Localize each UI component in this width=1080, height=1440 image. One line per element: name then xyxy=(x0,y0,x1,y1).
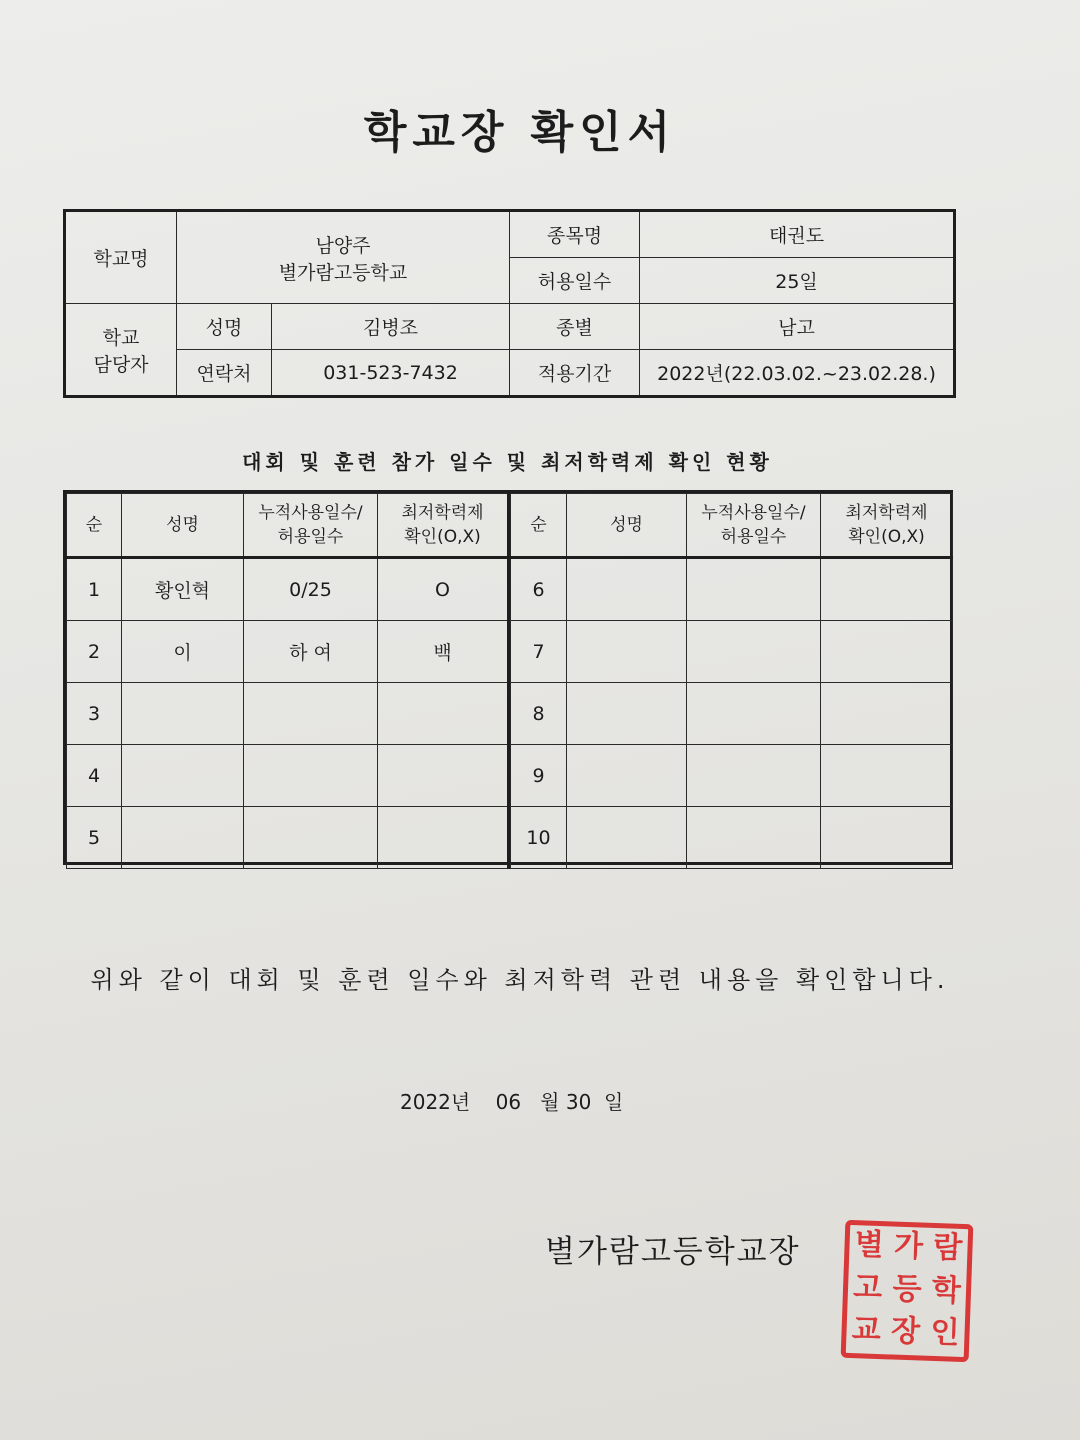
row-days: 하 여 xyxy=(244,621,378,683)
participation-table-right xyxy=(510,493,953,869)
table-row xyxy=(67,683,509,745)
row-name xyxy=(567,683,687,745)
seal-char: 교 xyxy=(851,1312,882,1349)
section-subtitle: 대회 및 훈련 참가 일수 및 최저학력제 확인 현황 xyxy=(242,450,773,474)
school-name-line2: 별가람고등학교 xyxy=(278,261,408,284)
row-name xyxy=(567,745,687,807)
seal-char: 등 xyxy=(891,1271,923,1308)
row-days xyxy=(687,558,821,621)
header-check-line1: 최저학력제 xyxy=(401,503,484,523)
table-row xyxy=(511,745,953,807)
row-days xyxy=(687,683,821,745)
header-check-line2: 확인(O,X) xyxy=(848,527,925,547)
table-row xyxy=(67,745,509,807)
sport-value: 태권도 xyxy=(640,211,955,258)
page-title: 학교장 확인서 xyxy=(363,107,677,158)
seal-char: 별 xyxy=(854,1227,885,1264)
row-no: 5 xyxy=(67,807,122,869)
row-check: O xyxy=(378,558,509,621)
header-days-line1: 누적사용일수/ xyxy=(701,503,806,523)
row-check xyxy=(821,558,953,621)
row-days: 0/25 xyxy=(244,558,378,621)
contact-label: 연락처 xyxy=(177,350,272,397)
row-name xyxy=(567,807,687,869)
header-name: 성명 xyxy=(122,494,244,558)
row-name xyxy=(567,621,687,683)
manager-name-label: 성명 xyxy=(177,304,272,350)
table-row xyxy=(511,683,953,745)
header-check xyxy=(821,494,953,558)
seal-char: 가 xyxy=(893,1228,924,1265)
official-seal-stamp xyxy=(841,1220,974,1362)
row-check xyxy=(378,807,509,869)
header-name: 성명 xyxy=(567,494,687,558)
row-check xyxy=(821,807,953,869)
row-no: 9 xyxy=(511,745,567,807)
school-info-table xyxy=(63,209,956,398)
header-no: 순 xyxy=(67,494,122,558)
row-days xyxy=(244,745,378,807)
table-row xyxy=(511,621,953,683)
seal-char: 학 xyxy=(931,1272,962,1309)
row-name: 이 xyxy=(122,621,244,683)
row-check xyxy=(821,745,953,807)
seal-char: 장 xyxy=(890,1313,921,1350)
row-name xyxy=(122,683,244,745)
table-row xyxy=(67,621,509,683)
row-name xyxy=(122,745,244,807)
row-no: 1 xyxy=(67,558,122,621)
row-check xyxy=(821,683,953,745)
table-row xyxy=(511,558,953,621)
row-days xyxy=(244,807,378,869)
row-no: 3 xyxy=(67,683,122,745)
school-name-line1: 남양주 xyxy=(315,234,371,257)
manager-label xyxy=(65,304,177,397)
row-days xyxy=(687,621,821,683)
confirmation-statement: 위와 같이 대회 및 훈련 일수와 최저학력 관련 내용을 확인합니다. xyxy=(90,966,950,994)
principal-signature-line: 별가람고등학교장 xyxy=(545,1234,801,1270)
seal-char: 람 xyxy=(932,1229,963,1266)
gender-label: 종별 xyxy=(510,304,640,350)
period-value: 2022년(22.03.02.~23.02.28.) xyxy=(640,350,955,397)
document-date: 2022년 06 월 30 일 xyxy=(400,1090,624,1114)
row-no: 8 xyxy=(511,683,567,745)
school-label: 학교명 xyxy=(65,211,177,304)
row-no: 10 xyxy=(511,807,567,869)
row-name xyxy=(567,558,687,621)
row-days xyxy=(244,683,378,745)
allowed-days-value: 25일 xyxy=(640,258,955,304)
row-check xyxy=(378,683,509,745)
header-days-line1: 누적사용일수/ xyxy=(258,503,363,523)
participation-table-left xyxy=(66,493,510,869)
row-name xyxy=(122,807,244,869)
period-label: 적용기간 xyxy=(510,350,640,397)
header-check-line1: 최저학력제 xyxy=(845,503,928,523)
row-days xyxy=(687,745,821,807)
header-check-line2: 확인(O,X) xyxy=(404,527,481,547)
table-row xyxy=(67,558,509,621)
school-name xyxy=(177,211,510,304)
table-row xyxy=(67,807,509,869)
manager-name-value: 김병조 xyxy=(272,304,510,350)
contact-value: 031-523-7432 xyxy=(272,350,510,397)
table-row xyxy=(511,807,953,869)
allowed-days-label: 허용일수 xyxy=(510,258,640,304)
row-check: 백 xyxy=(378,621,509,683)
manager-label-line1: 학교 xyxy=(102,326,140,349)
row-check xyxy=(821,621,953,683)
header-check xyxy=(378,494,509,558)
sport-label: 종목명 xyxy=(510,211,640,258)
header-days-line2: 허용일수 xyxy=(277,527,344,547)
seal-char: 인 xyxy=(929,1315,960,1352)
header-days xyxy=(244,494,378,558)
row-name: 황인혁 xyxy=(122,558,244,621)
row-no: 4 xyxy=(67,745,122,807)
header-no: 순 xyxy=(511,494,567,558)
seal-char: 고 xyxy=(852,1269,883,1306)
header-days-line2: 허용일수 xyxy=(720,527,787,547)
header-days xyxy=(687,494,821,558)
row-no: 7 xyxy=(511,621,567,683)
row-no: 2 xyxy=(67,621,122,683)
row-no: 6 xyxy=(511,558,567,621)
gender-value: 남고 xyxy=(640,304,955,350)
row-check xyxy=(378,745,509,807)
row-days xyxy=(687,807,821,869)
participation-table xyxy=(63,490,953,865)
manager-label-line2: 담당자 xyxy=(93,353,149,376)
